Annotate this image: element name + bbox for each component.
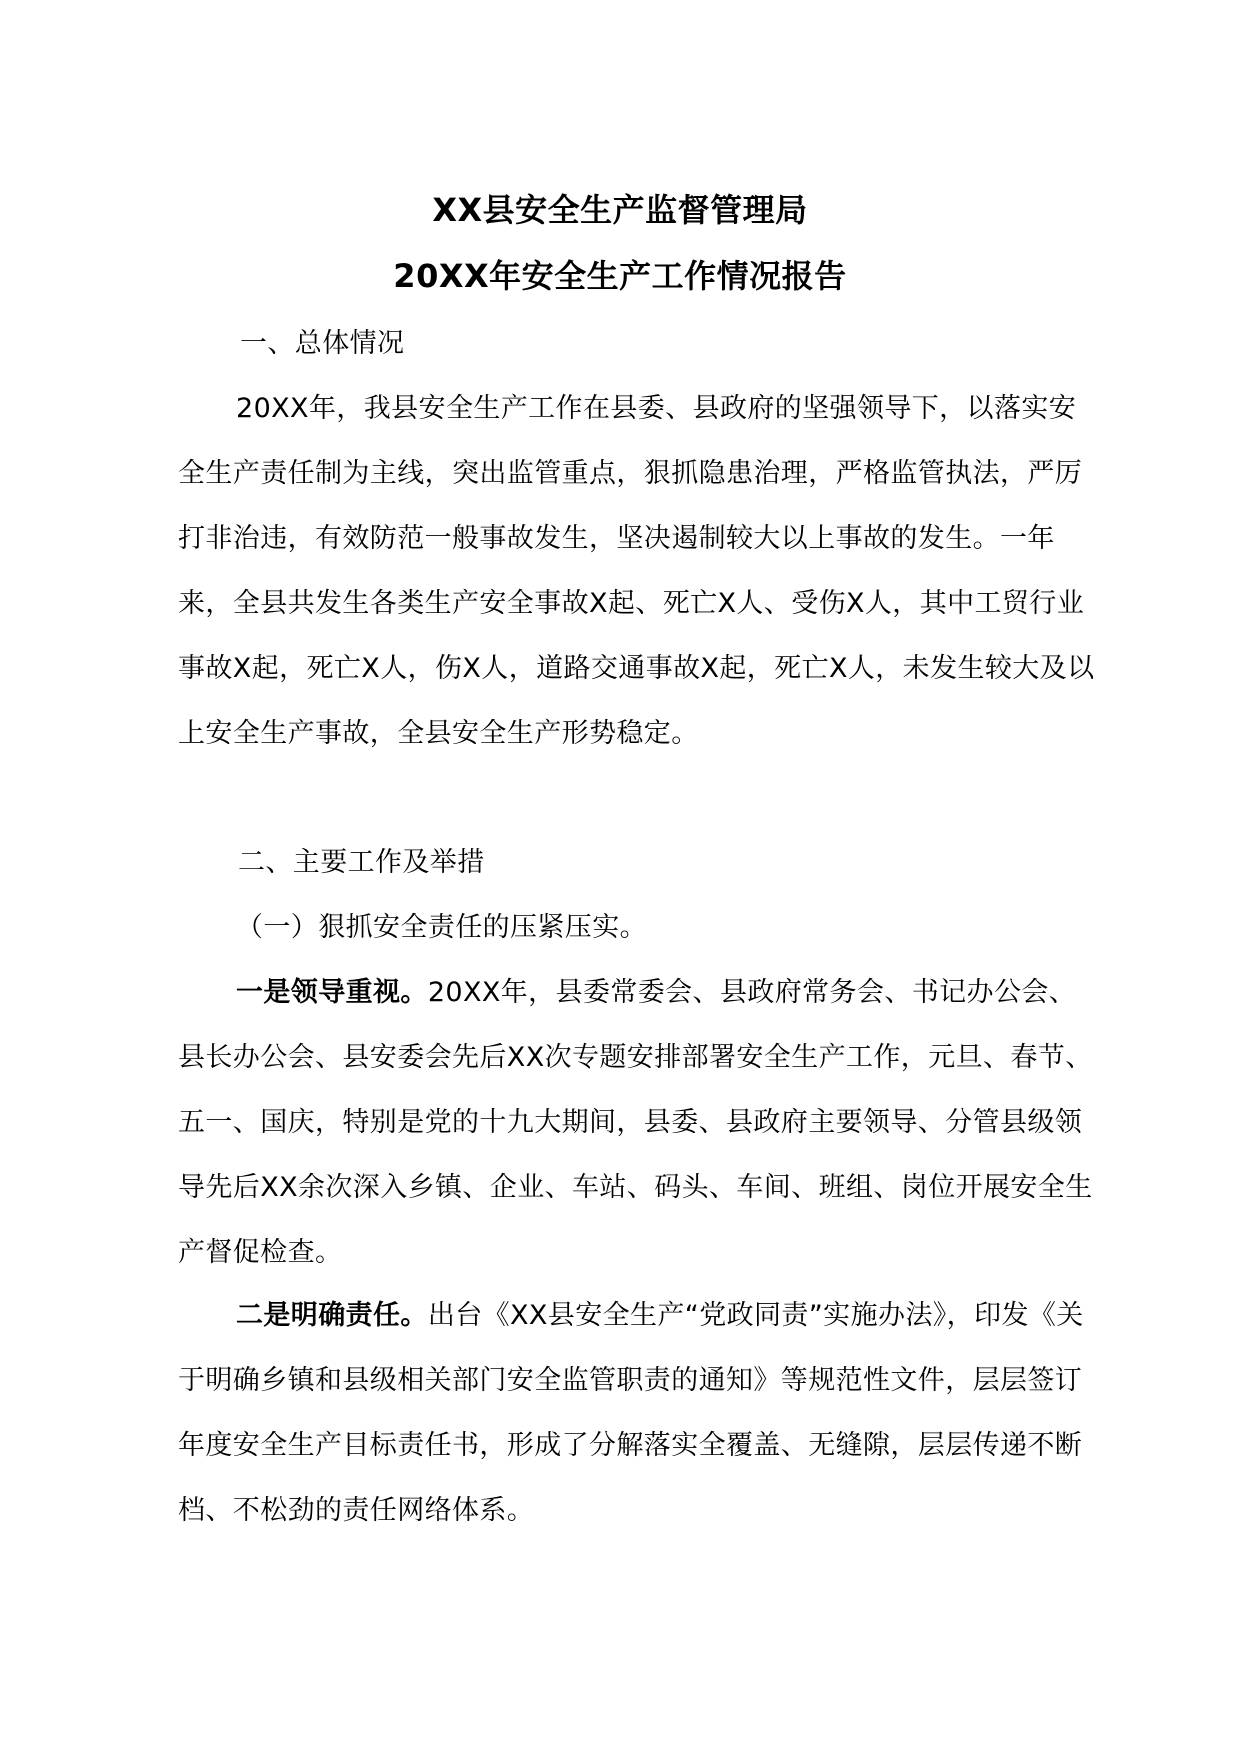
item1-text: 20XX年，县委常委会、县政府常务会、书记办公会、县长办公会、县安委会先后XX次专题安排部署安全生产工作，元旦、春节、五一、国庆，特别是党的十九大期间，县委、县政府主要领导、分管县级领导先后XX余次深入乡镇、企业、车站、码头、车间、班组、岗位开展安全生产督促检查。 [178,977,1093,1268]
item1-paragraph [178,960,1098,1285]
item2-text: 出台《XX县安全生产“党政同责”实施办法》，印发《关于明确乡镇和县级相关部门安全监管职责的通知》等规范性文件，层层签订年度安全生产目标责任书，形成了分解落实全覆盖、无缝隙，层层传递不断档、不松劲的责任网络体系。 [178,1300,1084,1526]
section1-heading: 一、总体情况 [240,328,405,359]
item2-lead: 二是明确责任。 [236,1300,428,1331]
item2-paragraph [178,1283,1098,1543]
document-title-line2: 20XX年安全生产工作情况报告 [393,257,847,295]
item1-lead: 一是领导重视。 [236,977,428,1008]
document-title-line1: XX县安全生产监督管理局 [432,191,808,229]
section1-paragraph: 20XX年，我县安全生产工作在县委、县政府的坚强领导下，以落实安全生产责任制为主线，突出监管重点，狠抓隐患治理，严格监管执法，严厉打非治违，有效防范一般事故发生，坚决遏制较大以上事故的发生。一年来，全县共发生各类生产安全事故X起、死亡X人、受伤X人，其中工贸行业事故X起，死亡X人，伤X人，道路交通事故X起，死亡X人，未发生较大及以上安全生产事故，全县安全生产形势稳定。 [178,393,1095,749]
subsection1-heading: （一）狠抓安全责任的压紧压实。 [236,912,647,943]
section2-heading: 二、主要工作及举措 [238,847,485,878]
